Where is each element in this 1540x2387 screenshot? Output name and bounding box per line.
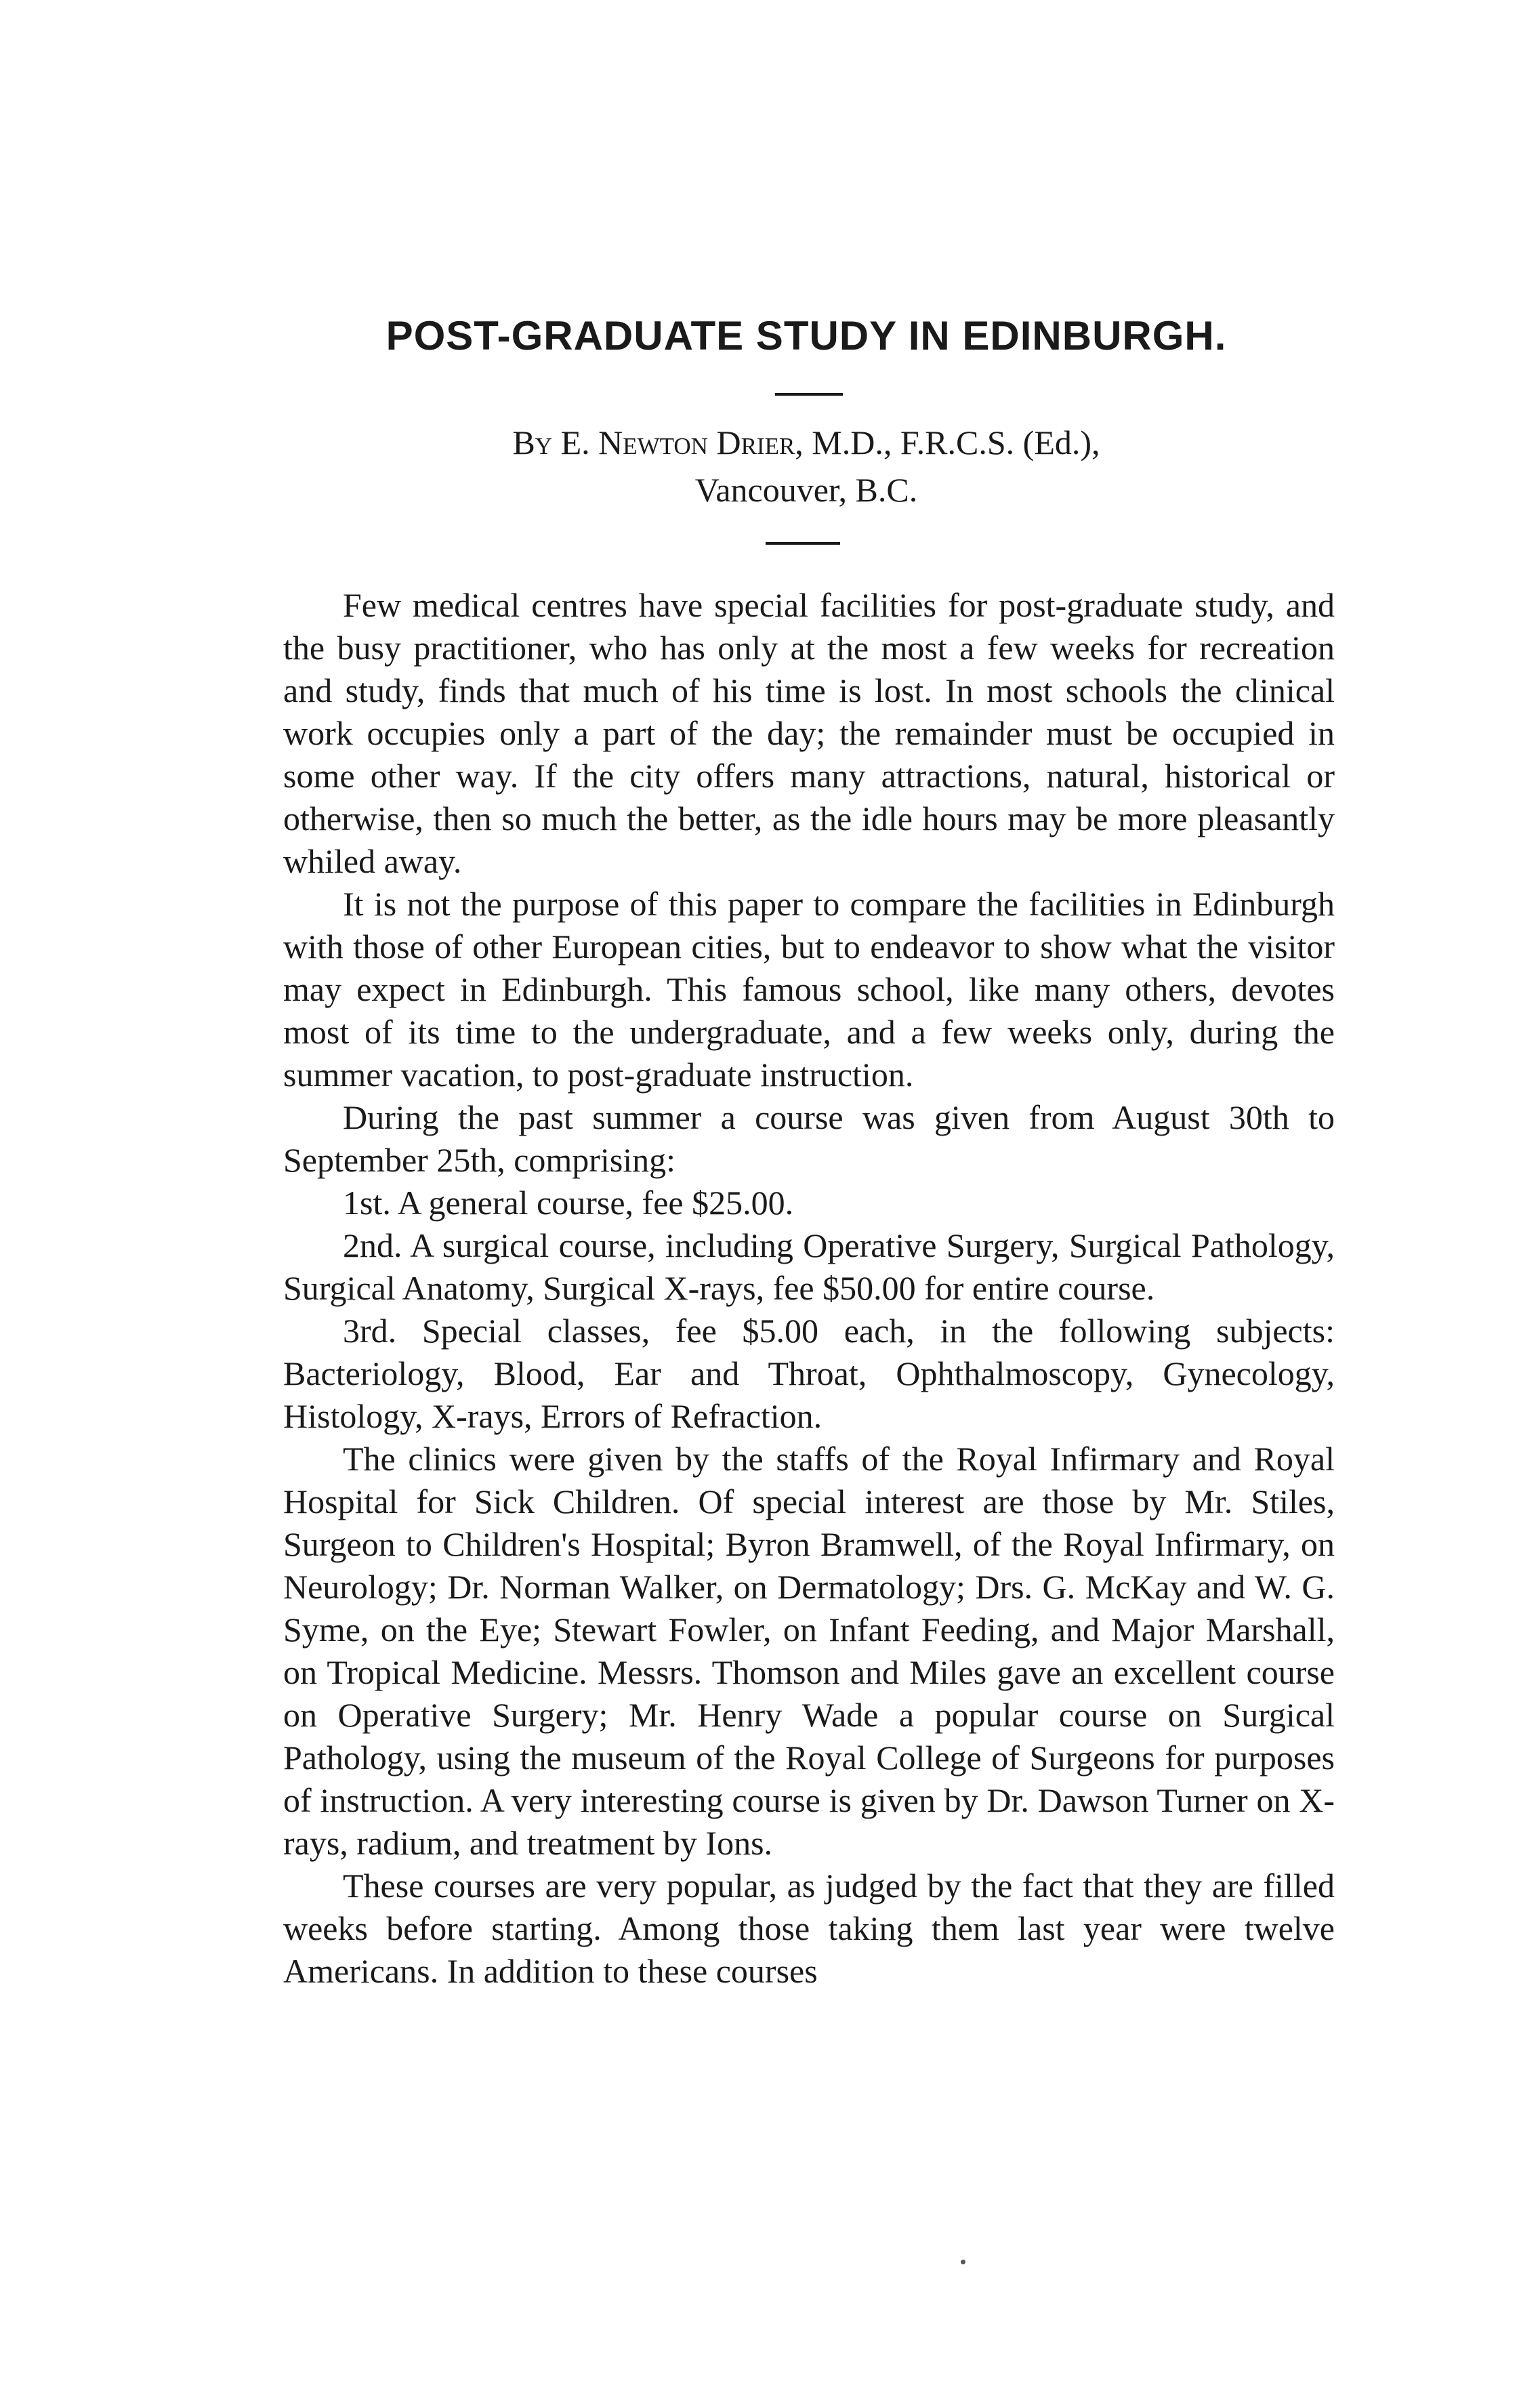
byline-author-line (285, 419, 1328, 466)
course-item: 1st. A general course, fee $25.00. (343, 1184, 794, 1222)
byline-author-name: Newton Drier, (598, 423, 804, 461)
article-title: POST-GRADUATE STUDY IN EDINBURGH. (386, 313, 1227, 358)
article-body (283, 584, 1335, 1993)
ink-speck (961, 2260, 965, 2264)
paragraph: During the past summer a course was given from August 30th to September 25th, comprising: (283, 1098, 1335, 1179)
byline-location: Vancouver, B.C. (694, 471, 918, 509)
paragraph: These courses are very popular, as judged by the fact that they are filled weeks before starting. Among those taking them last year were twelve Americans. In addition to these courses (283, 1867, 1335, 1990)
title-divider (775, 393, 843, 396)
article-byline (285, 419, 1328, 514)
paragraph: The clinics were given by the staffs of the Royal Infirmary and Royal Hospital for Sick Children. Of special interest are those by Mr. Stiles, Surgeon to Children's Hospital; Byron Bramwell, of the Royal Infirmary, on Neurology; Dr. Norman Walker, on Dermatology; Drs. G. McKay and W. G. Syme, on the Eye; Stewart Fowler, on Infant Feeding, and Major Marshall, on Tropical Medicine. Messrs. Thomson and Miles gave an excellent course on Operative Surgery; Mr. Henry Wade a popular course on Surgical Pathology, using the museum of the Royal College of Surgeons for purposes of instruction. A very interesting course is given by Dr. Dawson Turner on X-rays, radium, and treatment by Ions. (283, 1440, 1335, 1862)
course-item: 2nd. A surgical course, including Operative Surgery, Surgical Pathology, Surgical Anatomy, Surgical X-rays, fee $50.00 for entire course. (283, 1226, 1335, 1307)
paragraph: Few medical centres have special facilities for post-graduate study, and the busy practitioner, who has only at the most a few weeks for recreation and study, finds that much of his time is lost. In most schools the clinical work occupies only a part of the day; the remainder must be occupied in some other way. If the city offers many attractions, natural, historical or otherwise, then so much the better, as the idle hours may be more pleasantly whiled away. (283, 586, 1335, 880)
byline-credentials: M.D., F.R.C.S. (Ed.), (812, 423, 1100, 461)
byline-by: By (512, 423, 553, 461)
byline-author-first: E. (560, 423, 590, 461)
course-item: 3rd. Special classes, fee $5.00 each, in the following subjects: Bacteriology, Blood, Ear and Throat, Ophthalmoscopy, Gynecology, Histology, X-rays, Errors of Refraction. (283, 1312, 1335, 1435)
paragraph: It is not the purpose of this paper to compare the facilities in Edinburgh with those of other European cities, but to endeavor to show what the visitor may expect in Edinburgh. This famous school, like many others, devotes most of its time to the undergraduate, and a few weeks only, during the summer vacation, to post-graduate instruction. (283, 885, 1335, 1094)
byline-divider (766, 542, 840, 545)
